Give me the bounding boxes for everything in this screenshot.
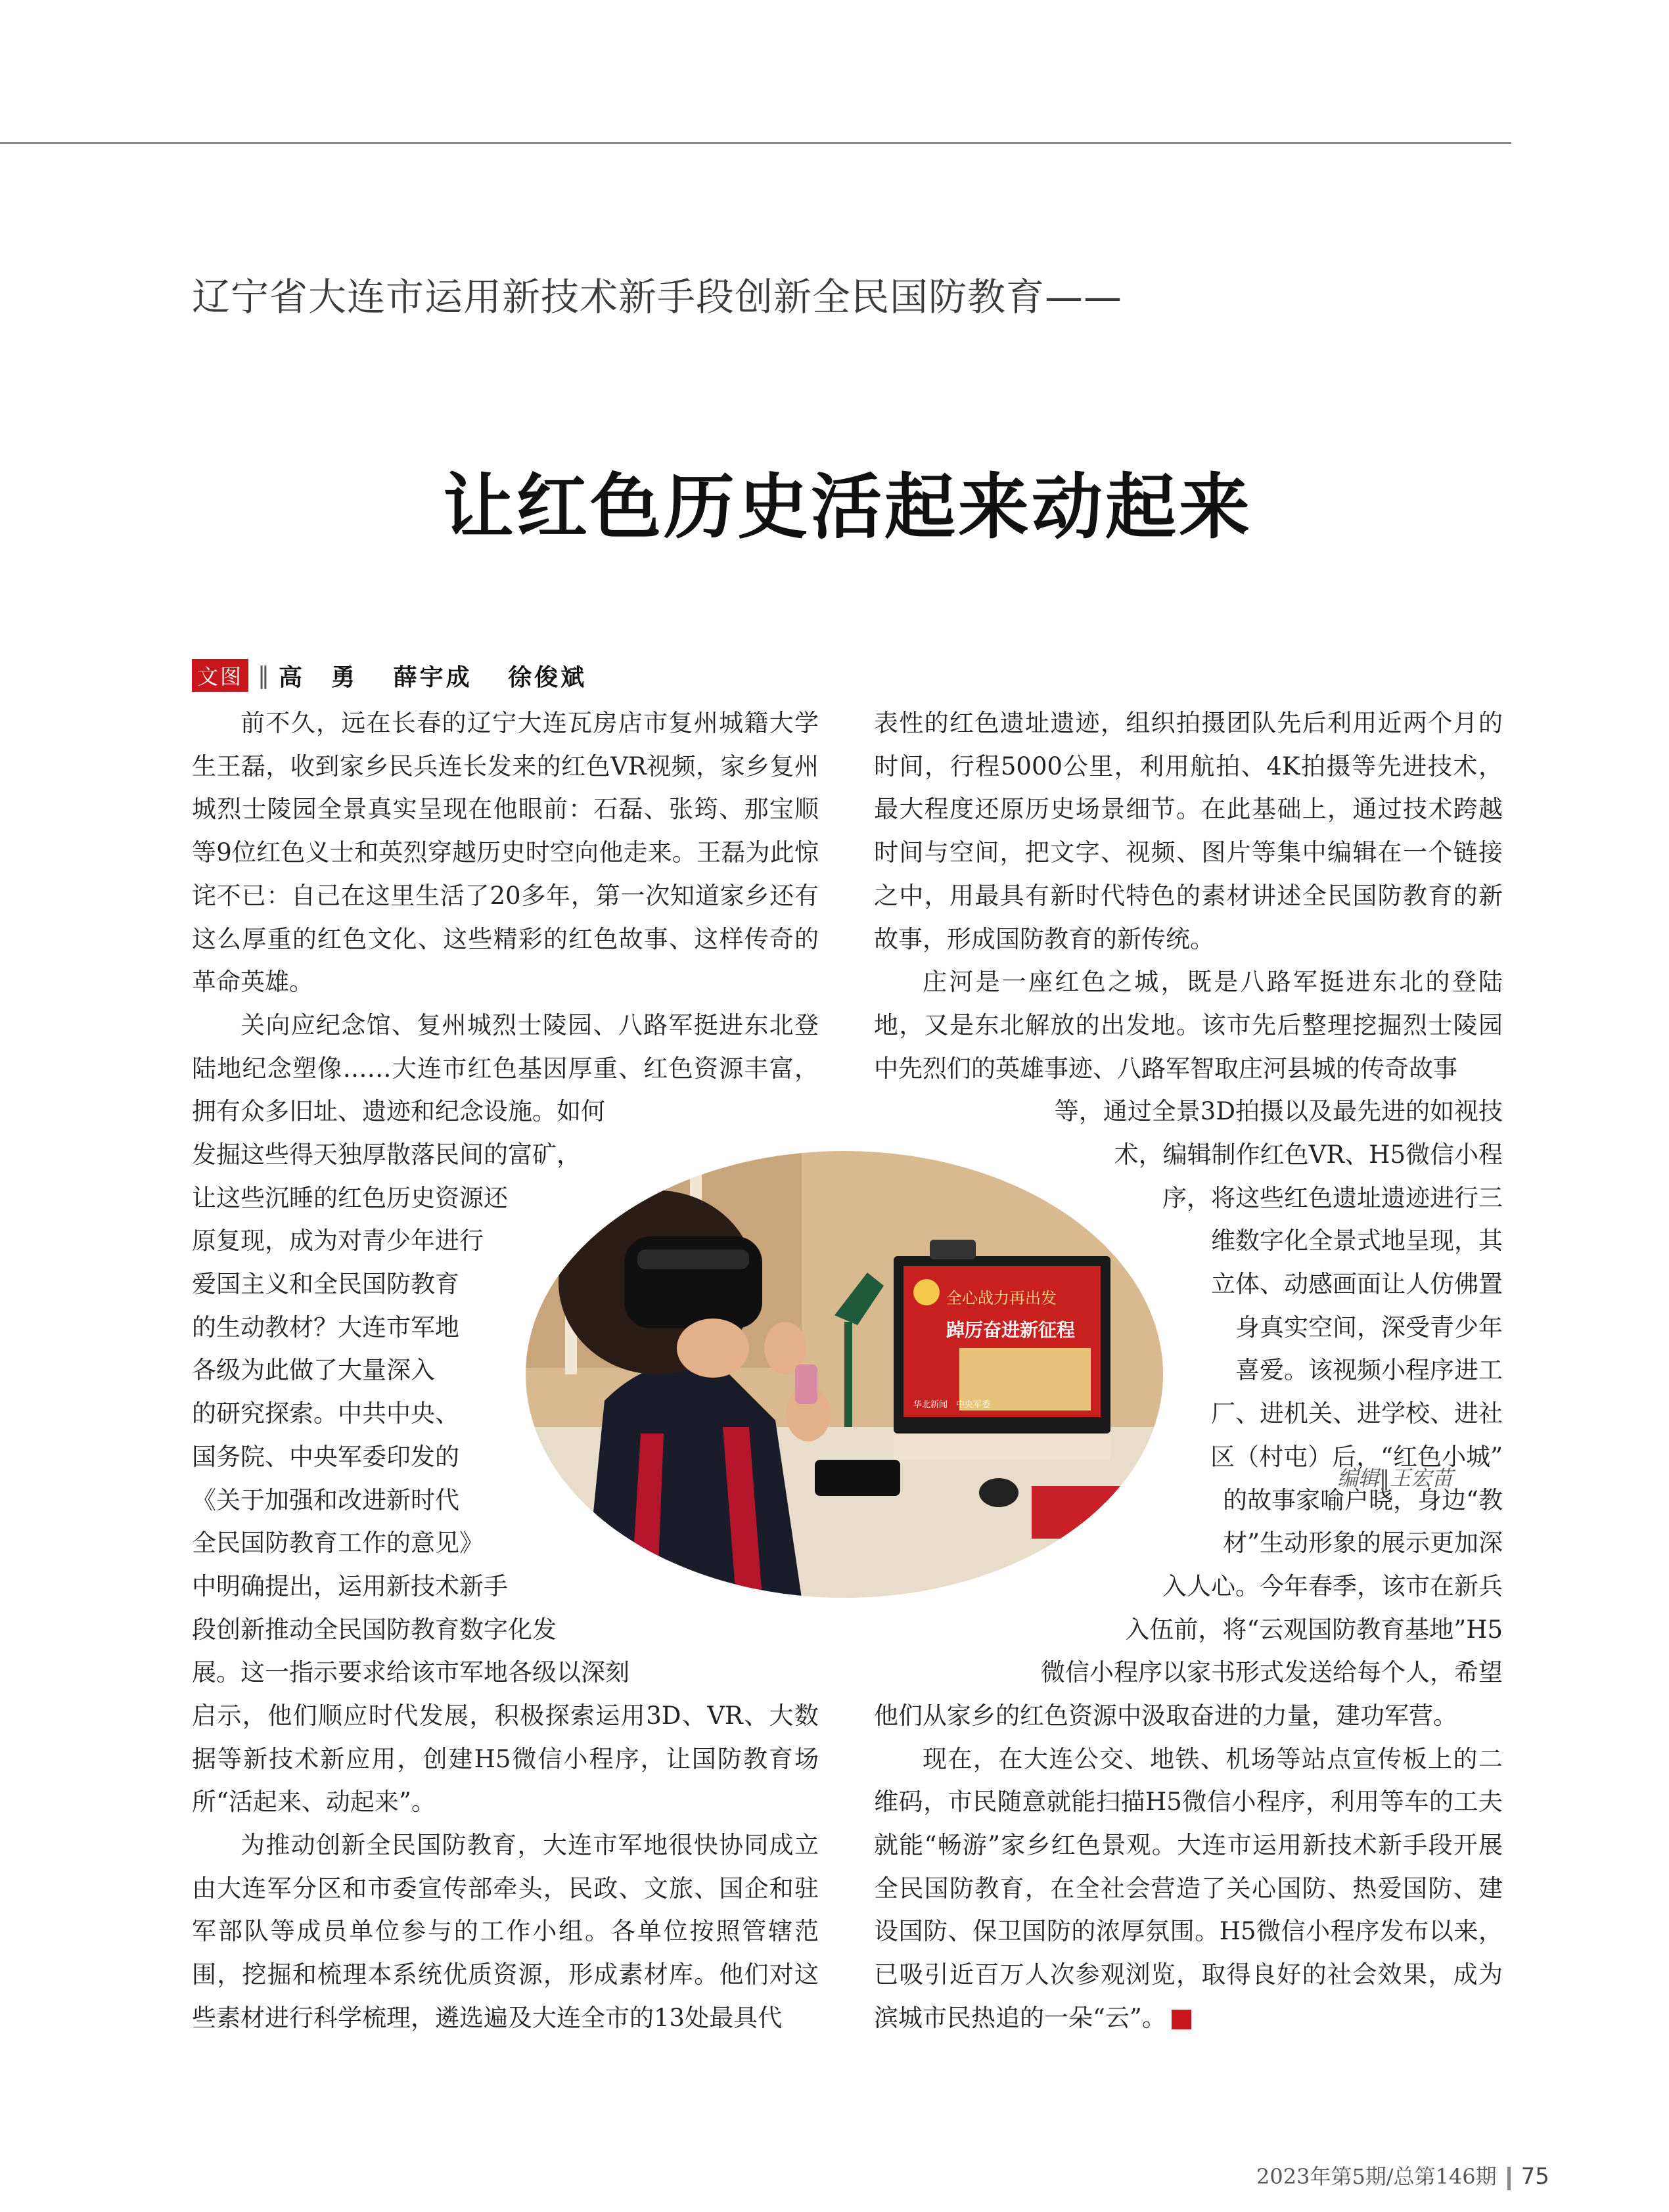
paragraph: 为推动创新全民国防教育，大连市军地很快协同成立由大连军分区和市委宣传部牵头，民政、文旅、国企和驻军部队等成员单位参与的工作小组。各单位按照管辖范围，挖掘和梳理本系统优质资源，形成素材库。他们对这些素材进行科学梳理，遴选遍及大连全市的13处最具代 <box>192 1831 819 2032</box>
text-line: 等，通过全景3D拍摄以及最先进的如视技 <box>1054 1097 1503 1126</box>
author-name: 徐俊斌 <box>508 664 587 691</box>
screen-line-1: 全心战力再出发 <box>946 1289 1057 1307</box>
page-footer <box>1256 2160 1549 2190</box>
keyboard-area <box>894 1433 1110 1460</box>
byline-separator: ‖ <box>258 662 270 689</box>
mouse-icon <box>979 1478 1018 1507</box>
lamp-stand <box>844 1322 852 1427</box>
text-line: 区（村屯）后，“红色小城” <box>1210 1442 1503 1471</box>
paragraph: 庄河是一座红色之城，既是八路军挺进东北的登陆地，又是东北解放的出发地。该市先后整理挖掘烈士陵园中先烈们的英雄事迹、八路军智取庄河县城的传奇故事 <box>874 968 1503 1083</box>
text-line: 序，将这些红色遗址遗迹进行三 <box>1162 1183 1503 1212</box>
top-rule <box>0 142 1511 144</box>
smartphone-icon <box>815 1460 900 1496</box>
text-line: 术，编辑制作红色VR、H5微信小程 <box>1114 1140 1503 1169</box>
end-mark-icon: G <box>1172 2010 1191 2029</box>
kicker: 辽宁省大连市运用新技术新手段创新全民国防教育—— <box>192 275 1123 319</box>
screen-corner-text: 华北新闻 中央军委 <box>913 1400 991 1410</box>
text-line: 发掘这些得天独厚散落民间的富矿， <box>192 1140 581 1169</box>
headline: 让红色历史活起来动起来 <box>442 466 1252 549</box>
text-line: 维数字化全景式地呈现，其 <box>1211 1227 1503 1255</box>
text-line: 全民国防教育工作的意见》 <box>192 1529 484 1558</box>
vr-photo <box>526 1151 1163 1598</box>
face <box>677 1319 749 1378</box>
paragraph-text: 现在，在大连公交、地铁、机场等站点宣传板上的二维码，市民随意就能扫描H5微信小程序，利用等车的工夫就能“畅游”家乡红色景观。大连市运用新技术新手段开展全民国防教育，在全社会营造了关心国防、热爱国防、建设国防、保卫国防的浓厚氛围。H5微信小程序发布以来，已吸引近百万人次参观浏览，取得良好的社会效果，成为滨城市民热追的一朵“云”。 <box>874 1744 1503 2032</box>
text-line: 身真实空间，深受青少年 <box>1235 1313 1503 1342</box>
text-line: 《关于加强和改进新时代 <box>192 1485 459 1514</box>
footer-divider <box>1507 2167 1511 2190</box>
paragraph <box>874 1738 1503 2040</box>
text-line: 的生动教材？大连市军地 <box>192 1313 459 1342</box>
text-line: 的研究探索。中共中央、 <box>192 1399 459 1428</box>
text-line: 厂、进机关、进学校、进社 <box>1211 1399 1503 1428</box>
party-emblem-icon <box>913 1279 940 1305</box>
page-number: 75 <box>1520 2163 1549 2190</box>
webcam <box>930 1240 976 1259</box>
byline <box>192 659 612 692</box>
vr-headset-band <box>637 1250 749 1269</box>
vr-controller-icon <box>795 1365 817 1404</box>
author-name: 高 勇 <box>279 664 358 691</box>
editor-credit: 编辑‖王宏苗 <box>1337 1466 1453 1491</box>
paragraph: 表性的红色遗址遗迹，组织拍摄团队先后利用近两个月的时间，行程5000公里，利用航拍、4K拍摄等先进技术，最大程度还原历史场景细节。在此基础上，通过技术跨越时间与空间，把文字、视频、图片等集中编辑在一个链接之中，用最具有新时代特色的素材讲述全民国防教育的新故事，形成国防教育的新传统。 <box>874 709 1503 953</box>
text-line: 展。这一指示要求给该市军地各级以深刻 <box>192 1658 629 1687</box>
text-line: 各级为此做了大量深入 <box>192 1356 435 1385</box>
text-line: 中明确提出，运用新技术新手 <box>192 1571 508 1600</box>
vr-photo-illustration <box>526 1151 1163 1598</box>
byline-authors <box>279 659 612 692</box>
paragraph: 他们从家乡的红色资源中汲取奋进的力量，建功军营。 <box>874 1701 1457 1730</box>
byline-tag: 文图 <box>192 659 248 692</box>
text-line: 材”生动形象的展示更加深 <box>1223 1529 1503 1558</box>
author-name: 薛宇成 <box>393 664 472 691</box>
text-line: 爱国主义和全民国防教育 <box>192 1270 459 1299</box>
text-line: 喜爱。该视频小程序进工 <box>1235 1356 1503 1385</box>
text-line: 入人心。今年春季，该市在新兵 <box>1162 1571 1503 1600</box>
text-line: 段创新推动全民国防教育数字化发 <box>192 1615 557 1644</box>
text-line: 入伍前，将“云观国防教育基地”H5 <box>1125 1615 1503 1644</box>
screen-line-2: 踔厉奋进新征程 <box>946 1319 1076 1341</box>
text-line: 让这些沉睡的红色历史资源还 <box>192 1183 508 1212</box>
issue-info: 2023年第5期/总第146期 <box>1256 2164 1497 2189</box>
text-line: 立体、动感画面让人仿佛置 <box>1211 1270 1503 1299</box>
text-line: 微信小程序以家书形式发送给每个人，希望 <box>1041 1658 1503 1687</box>
text-line: 原复现，成为对青少年进行 <box>192 1227 484 1255</box>
text-line: 国务院、中央军委印发的 <box>192 1442 459 1471</box>
paragraph: 关向应纪念馆、复州城烈士陵园、八路军挺进东北登陆地纪念塑像……大连市红色基因厚重、红色资源丰富，拥有众多旧址、遗迹和纪念设施。如何 <box>192 1010 819 1126</box>
text-line: 的故事家喻户晓，身边“教 <box>1223 1485 1503 1514</box>
paragraph: 启示，他们顺应时代发展，积极探索运用3D、VR、大数据等新技术新应用，创建H5微信小程序，让国防教育场所“活起来、动起来”。 <box>192 1701 819 1817</box>
paragraph: 前不久，远在长春的辽宁大连瓦房店市复州城籍大学生王磊，收到家乡民兵连长发来的红色VR视频，家乡复州城烈士陵园全景真实呈现在他眼前：石磊、张筠、那宝顺等9位红色义士和英烈穿越历史时空向他走来。王磊为此惊诧不已：自己在这里生活了20多年，第一次知道家乡还有这么厚重的红色文化、这些精彩的红色故事、这样传奇的革命英雄。 <box>192 709 819 997</box>
